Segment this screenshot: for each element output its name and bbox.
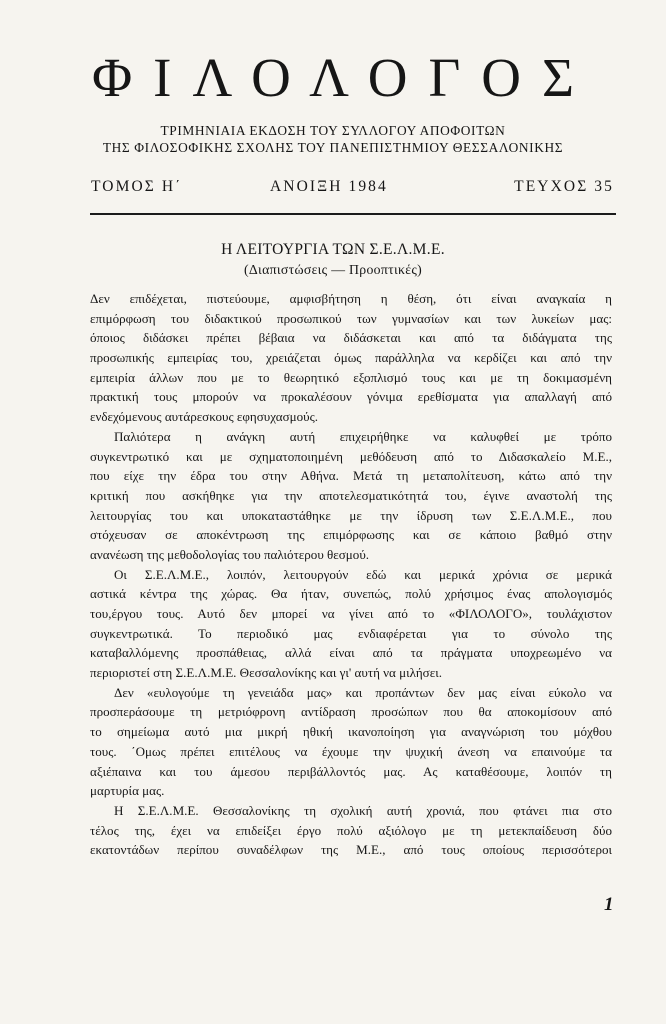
article-subtitle: (Διαπιστώσεις — Προοπτικές) [243, 262, 423, 277]
body-line: μαρτυρία μας. [90, 783, 165, 799]
journal-subtitle-line1: ΤΡΙΜΗΝΙΑΙΑ ΕΚΔΟΣΗ ΤΟΥ ΣΥΛΛΟΓΟΥ ΑΠΟΦΟΙΤΩΝ [160, 123, 506, 138]
body-line: αξιέπαινα και του άμεσου περιβάλλοντός μας. Ας καταθέσουμε, λοιπόν τη [90, 763, 612, 779]
body-line: όποιος διδάσκει πρέπει βέβαια να διδάσκεται και από τα διδάγματα της [90, 330, 612, 346]
body-line: τους. ΄Ομως πρέπει επιτέλους να έχουμε την ψυχική άνεση να επαινούμε τα [90, 743, 612, 759]
body-line: Η Σ.Ε.Λ.Μ.Ε. Θεσσαλονίκης τη σχολική αυτή χρονιά, που φτάνει πια στο [114, 802, 612, 818]
body-line: που είχε την έδρα του στην Αθήνα. Μετά τη μεταπολίτευση, κάτω από την [90, 468, 612, 484]
body-line: ενδεχόμενους αυτάρεσκους εφησυχασμούς. [90, 409, 319, 425]
body-line: εκατοντάδων περίπου συναδέλφων της Μ.Ε., από τους οποίους περισσότεροι [90, 842, 612, 858]
body-line: κριτική που ασκήθηκε για την αποτελεσματικότητά του, έγινε αναστολή της [90, 487, 612, 503]
body-line: περιοριστεί στη Σ.Ε.Λ.Μ.Ε. Θεσσαλονίκης και γι' αυτή να μιλήσει. [90, 665, 442, 681]
body-line: προσωπικής εμπειρίας του, χρειάζεται όμως παράλληλα να κερδίζει και από την [90, 350, 612, 366]
body-line: Οι Σ.Ε.Λ.Μ.Ε., λοιπόν, λειτουργούν εδώ και μερικά χρόνια σε μερικά [114, 566, 612, 582]
issue-volume: ΤΟΜΟΣ Η΄ [91, 178, 183, 195]
body-line: Παλιότερα η ανάγκη αυτή επιχειρήθηκε να καλυφθεί με τρόπο [114, 428, 612, 444]
body-line: στόχευσαν σε αποκέντρωση της επιμόρφωσης και σε κάποιο βαθμό στην [90, 527, 612, 543]
article-body [90, 289, 612, 860]
journal-subtitle-line2: ΤΗΣ ΦΙΛΟΣΟΦΙΚΗΣ ΣΧΟΛΗΣ ΤΟΥ ΠΑΝΕΠΙΣΤΗΜΙΟΥ ΘΕΣΣΑΛΟΝΙΚΗΣ [102, 140, 564, 155]
body-line: εμπειρία άλλων που με το θεωρητικό εξοπλισμό τους και με τη δοκιμασμένη [90, 369, 612, 385]
issue-number: ΤΕΥΧΟΣ 35 [514, 178, 614, 195]
body-line: αστικά κέντρα της χώρας. Θα ήταν, συνεπώς, πολύ χρήσιμος ένας απολογισμός [90, 586, 612, 602]
journal-title: ΦΙΛΟΛΟΓΟΣ [91, 47, 596, 108]
body-line: επιμόρφωση του διδακτικού προσωπικού των γυμνασίων και των λυκείων μας: [90, 310, 612, 326]
body-line: Δεν «ευλογούμε τη γενειάδα μας» και προπάντων δεν μας είναι εύκολο να [114, 684, 612, 700]
issue-info [91, 178, 614, 196]
body-line: τέλος της, έχει να επιδείξει έργο πολύ αξιόλογο με τη μετεκπαίδευση δύο [90, 822, 612, 838]
page-number: 1 [604, 894, 614, 915]
body-line: του,έργου τους. Αυτό δεν μπορεί να γίνει από το «ΦΙΛΟΛΟΓΟ», τουλάχιστον [90, 606, 612, 621]
header-divider [90, 213, 616, 215]
body-line: συγκεντρωτικά. Το περιοδικό μας ενδιαφέρεται για το σύνολο της [90, 625, 612, 641]
body-line: προσπεράσουμε τη μετριόφρονη αντίδραση προσώπων που θα αποκομίσουν από [90, 704, 612, 720]
body-line: συγκεντρωτικό και με σχηματοποιημένη μεθόδευση από το Διδασκαλείο Μ.Ε., [90, 448, 612, 464]
body-line: καταβαλλόμενης προσπάθειας, αλλά είναι από τα πράγματα υποχρεωμένο να [90, 645, 612, 661]
body-line: ανανέωση της μεθοδολογίας του παλιότερου θεσμού. [90, 546, 370, 562]
body-line: Δεν επιδέχεται, πιστεύουμε, αμφισβήτηση η θέση, ότι είναι αναγκαία η [90, 291, 612, 306]
article-title: Η ΛΕΙΤΟΥΡΓΙΑ ΤΩΝ Σ.Ε.Λ.Μ.Ε. [221, 241, 445, 258]
body-line: λειτουργίας του και υποκαταστάθηκε με την ίδρυση των Σ.Ε.Λ.Μ.Ε., που [90, 507, 612, 523]
body-line: το σημείωμα αυτό μια μικρή ηθική ικανοποίηση για αναγνώριση του μόχθου [90, 724, 612, 740]
issue-date: ΑΝΟΙΞΗ 1984 [270, 178, 388, 195]
body-line: πρακτική τους μπορούν να προκαλέσουν γόνιμα ερεθίσματα για απαλλαγή από [90, 389, 612, 405]
